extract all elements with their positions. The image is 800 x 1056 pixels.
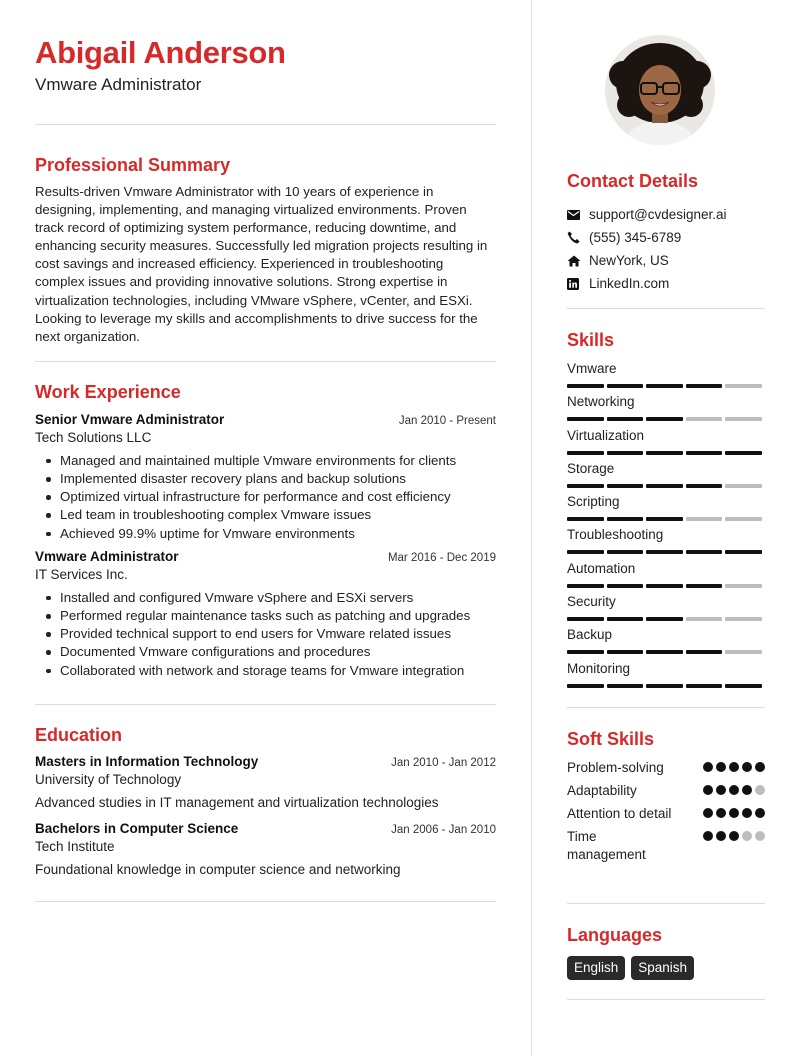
section-divider [35, 361, 496, 362]
soft-skill-item [567, 828, 765, 864]
skill-level-segment [607, 384, 644, 388]
skill-level-segment [607, 417, 644, 421]
rating-dot [742, 831, 752, 841]
rating-dot [729, 831, 739, 841]
rating-dot [755, 785, 765, 795]
rating-dot [755, 831, 765, 841]
envelope-icon [567, 210, 589, 220]
skill-level-segment [686, 484, 723, 488]
skill-name: Scripting [567, 494, 620, 510]
list-item: Achieved 99.9% uptime for Vmware environments [35, 525, 496, 543]
profile-photo-image [605, 35, 715, 145]
skill-name: Automation [567, 560, 636, 576]
list-item: Led team in troubleshooting complex Vmware issues [35, 506, 496, 524]
job-dates: Jan 2010 - Present [398, 414, 496, 427]
skill-level-segment [607, 451, 644, 455]
skill-name: Vmware [567, 361, 617, 376]
section-divider [567, 903, 765, 904]
skill-name: Storage [567, 460, 615, 476]
skill-item [567, 461, 765, 494]
contact-email[interactable] [567, 203, 765, 226]
skill-level-bar [567, 584, 765, 588]
skill-item [567, 627, 765, 660]
soft-skill-rating [703, 759, 765, 777]
skill-level-bar [567, 451, 765, 455]
degree-description: Foundational knowledge in computer science and networking [35, 861, 401, 877]
skill-level-segment [607, 550, 644, 554]
skill-name: Virtualization [567, 427, 645, 443]
skill-level-segment [646, 617, 683, 621]
avatar [605, 35, 715, 145]
phone-icon [567, 231, 589, 244]
language-chip: Spanish [631, 956, 694, 980]
skill-item [567, 494, 765, 527]
summary-text: Results-driven Vmware Administrator with 10 years of experience in designing, implementing, and managing virtualized environments. Proven track record of optimizing system performance, reducing downtime, and enhancing security measures. Successfully led migration projects resulting in cost savings and increased efficiency. Experienced in troubleshooting complex issues and providing innovative solutions. Strong expertise in virtualization technologies, including VMware vSphere, vCenter, and ESXi. Looking to leverage my skills and accomplishments to drive success for the next organization. [35, 184, 488, 344]
job-entry [35, 412, 496, 543]
skill-level-segment [567, 451, 604, 455]
skill-level-segment [607, 650, 644, 654]
skill-level-segment [686, 517, 723, 521]
soft-skill-item [567, 759, 765, 777]
list-item: Installed and configured Vmware vSphere and ESXi servers [35, 589, 496, 607]
skill-level-segment [686, 617, 723, 621]
rating-dot [755, 762, 765, 772]
rating-dot [716, 831, 726, 841]
rating-dot [729, 808, 739, 818]
rating-dot [716, 762, 726, 772]
rating-dot [703, 808, 713, 818]
job-company: IT Services Inc. [35, 566, 128, 582]
soft-skill-item [567, 805, 765, 823]
education-entry [35, 754, 496, 810]
contact-linkedin-text: LinkedIn.com [589, 276, 670, 291]
skill-name: Networking [567, 394, 635, 410]
summary-title: Professional Summary [35, 155, 231, 175]
skill-level-segment [686, 417, 723, 421]
languages-title: Languages [567, 925, 663, 945]
skill-level-segment [686, 650, 723, 654]
skill-level-segment [725, 417, 762, 421]
skill-level-segment [725, 384, 762, 388]
degree-title: Bachelors in Computer Science [35, 820, 239, 836]
rating-dot [742, 785, 752, 795]
skill-level-bar [567, 684, 765, 688]
main-column [35, 34, 496, 902]
skill-level-segment [725, 550, 762, 554]
section-divider [35, 901, 496, 902]
skill-name: Monitoring [567, 660, 631, 676]
list-item: Managed and maintained multiple Vmware environments for clients [35, 452, 496, 470]
skill-name: Backup [567, 627, 613, 643]
school-name: University of Technology [35, 771, 182, 787]
column-divider [531, 0, 532, 1056]
skill-level-bar [567, 517, 765, 521]
rating-dot [729, 762, 739, 772]
rating-dot [755, 808, 765, 818]
soft-skill-name: Time management [567, 829, 646, 862]
home-icon [567, 255, 589, 267]
skill-level-segment [567, 684, 604, 688]
soft-skill-rating [703, 828, 765, 864]
soft-skill-name: Adaptability [567, 783, 637, 798]
school-name: Tech Institute [35, 838, 115, 854]
skill-level-segment [646, 550, 683, 554]
skill-name: Troubleshooting [567, 527, 664, 543]
section-divider [567, 999, 765, 1000]
contact-phone[interactable] [567, 226, 765, 249]
soft-skill-name: Problem-solving [567, 760, 664, 775]
job-dates: Mar 2016 - Dec 2019 [387, 551, 496, 564]
job-bullets [35, 452, 496, 543]
contact-title: Contact Details [567, 171, 699, 191]
degree-dates: Jan 2006 - Jan 2010 [391, 823, 496, 836]
contact-location-text: NewYork, US [589, 253, 669, 268]
skill-level-segment [686, 384, 723, 388]
section-divider [35, 124, 496, 125]
skill-level-segment [646, 684, 683, 688]
contact-list [567, 203, 765, 295]
contact-phone-text: (555) 345-6789 [589, 230, 682, 245]
skills-list [567, 361, 765, 694]
soft-skill-item [567, 782, 765, 800]
list-item: Performed regular maintenance tasks such as patching and upgrades [35, 607, 496, 625]
skill-level-segment [646, 384, 683, 388]
rating-dot [703, 762, 713, 772]
skill-level-bar [567, 550, 765, 554]
skill-level-segment [567, 384, 604, 388]
job-entry [35, 549, 496, 680]
job-company: Tech Solutions LLC [35, 429, 152, 445]
degree-title: Masters in Information Technology [35, 753, 259, 769]
skill-level-segment [686, 584, 723, 588]
section-divider [35, 704, 496, 705]
language-chip: English [567, 956, 625, 980]
skill-level-segment [607, 484, 644, 488]
rating-dot [716, 785, 726, 795]
skill-level-segment [725, 650, 762, 654]
skill-level-segment [567, 550, 604, 554]
soft-skills-list [567, 759, 765, 869]
skill-level-segment [567, 517, 604, 521]
list-item: Implemented disaster recovery plans and backup solutions [35, 470, 496, 488]
list-item: Collaborated with network and storage teams for Vmware integration [35, 662, 496, 680]
soft-skill-name: Attention to detail [567, 806, 672, 821]
skill-level-bar [567, 650, 765, 654]
skills-title: Skills [567, 330, 615, 350]
skill-level-segment [646, 484, 683, 488]
experience-title: Work Experience [35, 381, 181, 402]
skill-item [567, 661, 765, 694]
skill-level-segment [725, 517, 762, 521]
languages-list [567, 956, 694, 980]
skill-level-bar [567, 484, 765, 488]
rating-dot [703, 785, 713, 795]
education-entry [35, 821, 496, 877]
degree-dates: Jan 2010 - Jan 2012 [391, 756, 496, 769]
soft-skill-rating [703, 782, 765, 800]
list-item: Documented Vmware configurations and procedures [35, 643, 496, 661]
skill-item [567, 361, 765, 394]
skill-item [567, 394, 765, 427]
skill-level-segment [725, 684, 762, 688]
skill-level-segment [686, 451, 723, 455]
skill-level-segment [686, 550, 723, 554]
skill-level-segment [646, 417, 683, 421]
contact-location [567, 249, 765, 272]
section-divider [567, 308, 765, 309]
list-item: Provided technical support to end users for Vmware related issues [35, 625, 496, 643]
job-title: Vmware Administrator [35, 548, 179, 564]
skill-level-bar [567, 417, 765, 421]
skill-item [567, 561, 765, 594]
skill-level-segment [725, 451, 762, 455]
skill-level-segment [686, 684, 723, 688]
section-divider [567, 707, 765, 708]
skill-level-segment [607, 584, 644, 588]
contact-linkedin[interactable] [567, 272, 765, 295]
soft-skill-rating [703, 805, 765, 823]
skill-level-segment [725, 484, 762, 488]
skill-level-segment [567, 417, 604, 421]
rating-dot [742, 808, 752, 818]
skill-name: Security [567, 594, 616, 610]
skill-level-bar [567, 617, 765, 621]
candidate-role: Vmware Administrator [35, 75, 202, 94]
rating-dot [716, 808, 726, 818]
rating-dot [742, 762, 752, 772]
education-title: Education [35, 724, 123, 745]
skill-level-segment [646, 650, 683, 654]
skill-level-segment [607, 617, 644, 621]
skill-item [567, 527, 765, 560]
job-title: Senior Vmware Administrator [35, 411, 225, 427]
skill-item [567, 428, 765, 461]
degree-description: Advanced studies in IT management and virtualization technologies [35, 794, 439, 810]
contact-email-text: support@cvdesigner.ai [589, 207, 727, 222]
rating-dot [703, 831, 713, 841]
job-bullets [35, 589, 496, 680]
skill-level-segment [607, 684, 644, 688]
list-item: Optimized virtual infrastructure for performance and cost efficiency [35, 488, 496, 506]
skill-level-segment [567, 584, 604, 588]
skill-level-segment [725, 617, 762, 621]
soft-skills-title: Soft Skills [567, 729, 655, 749]
skill-level-segment [567, 650, 604, 654]
skill-level-segment [567, 484, 604, 488]
skill-level-segment [567, 617, 604, 621]
skill-level-segment [725, 584, 762, 588]
candidate-name: Abigail Anderson [35, 35, 286, 70]
skill-level-segment [607, 517, 644, 521]
skill-level-bar [567, 384, 765, 388]
skill-level-segment [646, 451, 683, 455]
linkedin-icon [567, 278, 589, 290]
skill-item [567, 594, 765, 627]
skill-level-segment [646, 584, 683, 588]
skill-level-segment [646, 517, 683, 521]
rating-dot [729, 785, 739, 795]
